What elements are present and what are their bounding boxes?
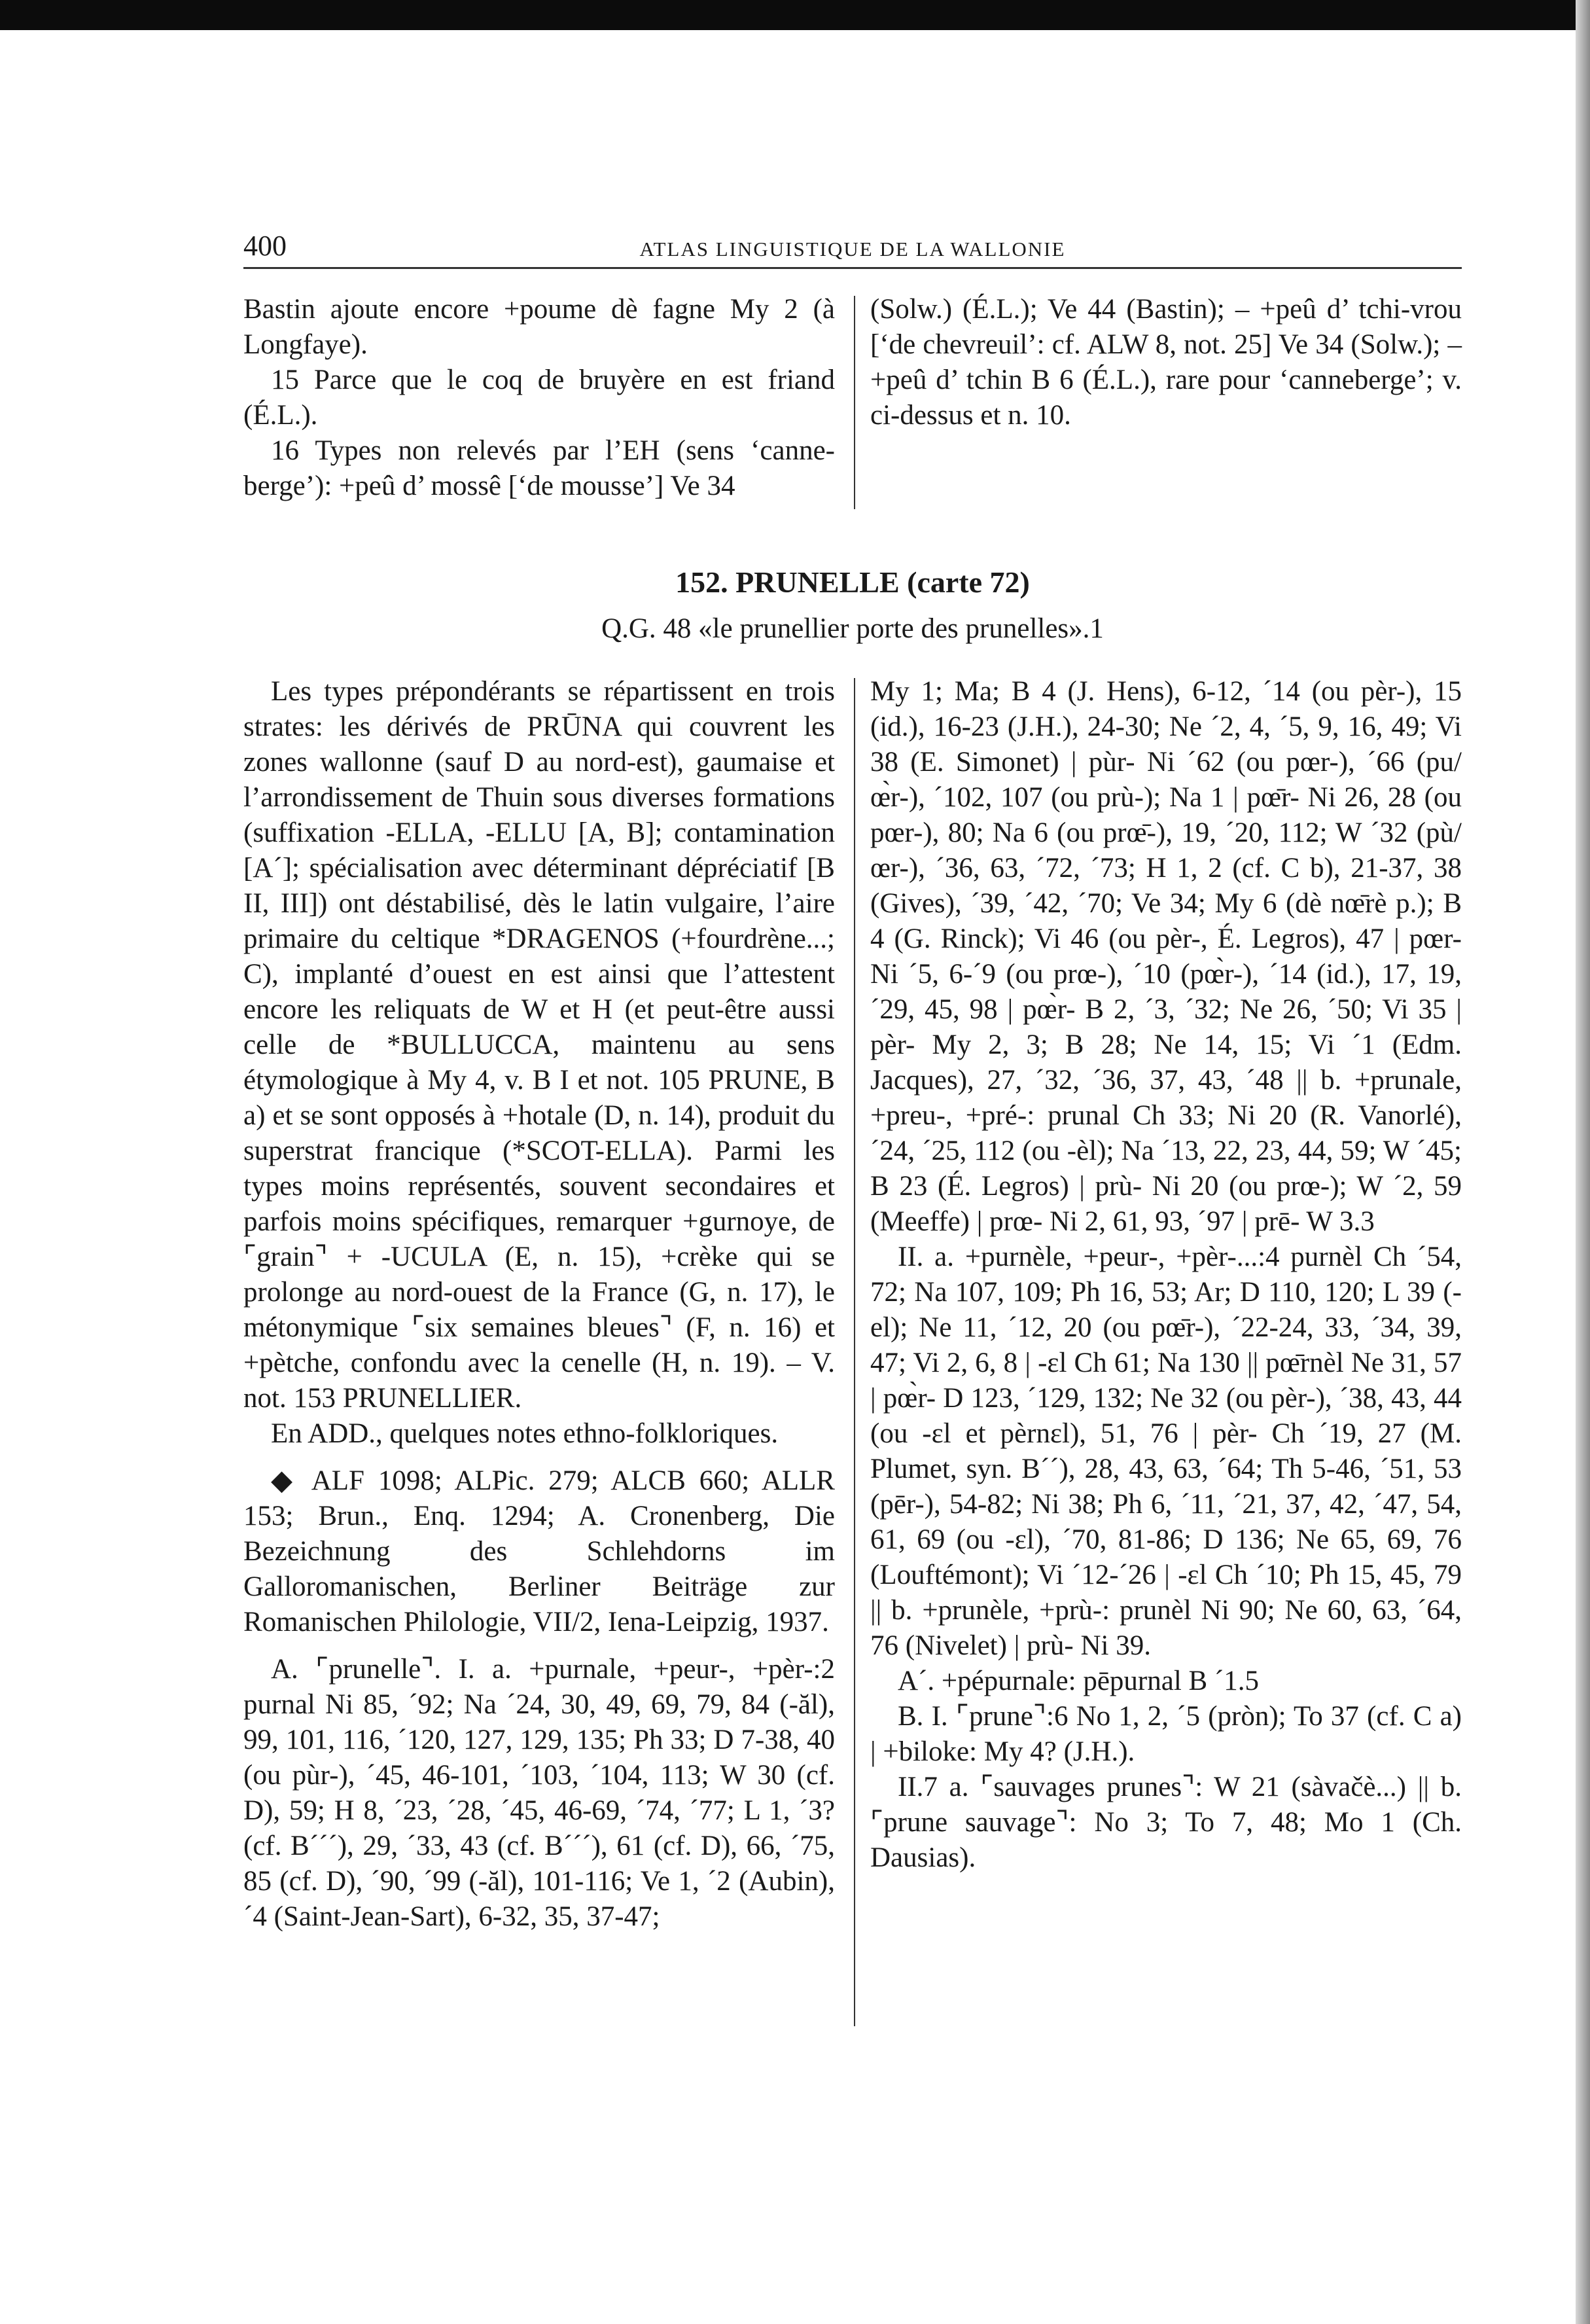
footnotes-left	[243, 292, 835, 504]
paragraph-bibliography: ◆ ALF 1098; ALPic. 279; ALCB 660; ALLR 153; Brun., Enq. 1294; A. Cronenberg, Die Bezeichnung des Schlehdorns im Galloromanischen, Berliner Beiträge zur Romanischen Philologie, VII/2, Iena-Leipzig, 1937.	[243, 1465, 835, 1637]
footnote-text: (Solw.) (É.L.); Ve 44 (Bastin); – +peû d’ tchi-vrou [‘de chevreuil’: cf. ALW 8, not. 25] Ve 34 (Solw.); – +peû d’ tchin B 6 (É.L.), rare pour ‘canneberge’; v. ci-dessus et n. 10.	[870, 294, 1462, 431]
footnote-16: 16 Types non relevés par l’EH (sens ‘canne-berge’): +peû d’ mossê [‘de mousse’] Ve 34	[243, 435, 835, 501]
main-right-column	[870, 674, 1462, 1876]
paragraph-type-b-ii: II.7 a. ⌜sauvages prunes⌝: W 21 (sàvačè...) || b. ⌜prune sauvage⌝: No 3; To 7, 48; Mo 1 (Ch. Dausias).	[870, 1772, 1462, 1873]
paragraph-type-a-cont: My 1; Ma; B 4 (J. Hens), 6-12, ´14 (ou pèr-), 15 (id.), 16-23 (J.H.), 24-30; Ne ´2, 4, ´5, 9, 16, 49; Vi 38 (E. Simonet) | pùr- Ni ´62 (ou pœr-), ´66 (pu/œ̀r-), ´102, 107 (ou prù-); Na 1 | pœ̄r- Ni 26, 28 (ou pœr-), 80; Na 6 (ou prœ̄-), 19, ´20, 112; W ´32 (pù/œr-), ´36, 63, ´72, ´73; H 1, 2 (cf. C b), 21-37, 38 (Gives), ´39, ´42, ´70; Ve 34; My 6 (dè nœ̄rè p.); B 4 (G. Rinck); Vi 46 (ou pèr-, É. Legros), 47 | pœr- Ni ´5, 6-´9 (ou prœ-), ´10 (pœ̀r-), ´14 (id.), 17, 19, ´29, 45, 98 | pœ̀r- B 2, ´3, ´32; Ne 26, ´50; Vi 35 | pèr- My 2, 3; B 28; Ne 14, 15; Vi ´1 (Edm. Jacques), 27, ´32, ´36, 37, 43, ´48 || b. +prunale, +preu-, +pré-: prunal Ch 33; Ni 20 (R. Vanorlé), ´24, ´25, 112 (ou -èl); Na ´13, 22, 23, 44, 59; W ´45; B 23 (É. Legros) | prù- Ni 20 (ou prœ-); W ´2, 59 (Meeffe) | prœ- Ni 2, 61, 93, ´97 | prē- W 3.3	[870, 676, 1462, 1237]
scan-top-band	[0, 0, 1590, 30]
page-number: 400	[243, 230, 287, 262]
paragraph-type-b-i: B. I. ⌜prune⌝:6 No 1, 2, ´5 (pròn); To 37 (cf. C a) | +biloke: My 4? (J.H.).	[870, 1701, 1462, 1767]
footnote-text: Bastin ajoute encore +poume dè fagne My 2 (à Longfaye).	[243, 294, 835, 360]
column-separator-top	[854, 296, 855, 509]
footnote-15: 15 Parce que le coq de bruyère en est friand (É.L.).	[243, 365, 835, 431]
paragraph-type-a-ii: II. a. +purnèle, +peur-, +pèr-...:4 purnèl Ch ´54, 72; Na 107, 109; Ph 16, 53; Ar; D 110, 120; L 39 (-el); Ne 11, ´12, 20 (ou pœ̄r-), ´22-24, 33, ´34, 39, 47; Vi 2, 6, 8 | -ɛl Ch 61; Na 130 || pœ̄rnèl Ne 31, 57 | pœ̀r- D 123, ´129, 132; Ne 32 (ou pèr-), ´38, 43, 44 (ou -ɛl et pèrnɛl), 51, 76 | pèr- Ch ´19, 27 (M. Plumet, syn. B´´), 28, 43, 63, ´64; Th 5-46, ´51, 53 (pēr-), 54-82; Ni 38; Ph 6, ´11, ´21, 37, 42, ´47, 54, 61, 69 (ou -ɛl), ´70, 81-86; D 136; Ne 65, 69, 76 (Louftémont); Vi ´12-´26 | -ɛl Ch ´10; Ph 15, 45, 79 || b. +prunèle, +prù-: prunèl Ni 90; Ne 60, 63, ´64, 76 (Nivelet) | prù- Ni 39.	[870, 1242, 1462, 1661]
paragraph-type-a-prime: A´. +pépurnale: pēpurnal B ´1.5	[898, 1666, 1260, 1696]
scan-page-edge	[1576, 0, 1590, 2324]
main-left-column	[243, 674, 835, 1935]
footnotes-right	[870, 292, 1462, 433]
page-header	[243, 226, 1462, 269]
column-separator-main	[854, 678, 855, 2026]
paragraph-type-a: A. ⌜prunelle⌝. I. a. +purnale, +peur-, +pèr-:2 purnal Ni 85, ´92; Na ´24, 30, 49, 69, 79, 84 (-ăl), 99, 101, 116, ´120, 127, 129, 135; Ph 33; D 7-38, 40 (ou pùr-), ´45, 46-101, ´103, ´104, 113; W 30 (cf. D), 59; H 8, ´23, ´28, ´45, 46-69, ´74, ´77; L 1, ´3? (cf. B´´´), 29, ´33, 43 (cf. B´´´), 61 (cf. D), 66, ´75, 85 (cf. D), ´90, ´99 (-ăl), 101-116; Ve 1, ´2 (Aubin), ´4 (Saint-Jean-Sart), 6-32, 35, 37-47;	[243, 1654, 835, 1932]
section-subtitle: Q.G. 48 «le prunellier porte des prunelles».1	[601, 613, 1104, 644]
section-title: 152. PRUNELLE (carte 72)	[675, 565, 1030, 599]
paragraph-add: En ADD., quelques notes ethno-folkloriques.	[271, 1418, 779, 1449]
running-head: ATLAS LINGUISTIQUE DE LA WALLONIE	[639, 238, 1066, 260]
paragraph-intro: Les types prépondérants se répartissent en trois strates: les dérivés de PRŪNA qui couvrent les zones wallonne (sauf D au nord-est), gaumaise et l’arrondissement de Thuin sous diverses formations (suffixation -ELLA, -ELLU [A, B]; contamination [A´]; spécialisation avec déterminant dépréciatif [B II, III]) ont déstabilisé, dès le latin vulgaire, l’aire primaire du celtique *DRAGENOS (+fourdrène...; C), implanté d’ouest en est ainsi que l’attestent encore les reliquats de W et H (et peut-être aussi celle de *BULLUCCA, maintenu au sens étymologique à My 4, v. B I et not. 105 PRUNE, B a) et se sont opposés à +hotale (D, n. 14), produit du superstrat francique (*SCOT-ELLA). Parmi les types moins représentés, souvent secondaires et parfois moins spécifiques, remarquer +gurnoye, de ⌜grain⌝ + -UCULA (E, n. 15), +crèke qui se prolonge au nord-ouest de la France (G, n. 17), le métonymique ⌜six semaines bleues⌝ (F, n. 16) et +pètche, confondu avec la cenelle (H, n. 19). – V. not. 153 PRUNELLIER.	[243, 676, 835, 1414]
